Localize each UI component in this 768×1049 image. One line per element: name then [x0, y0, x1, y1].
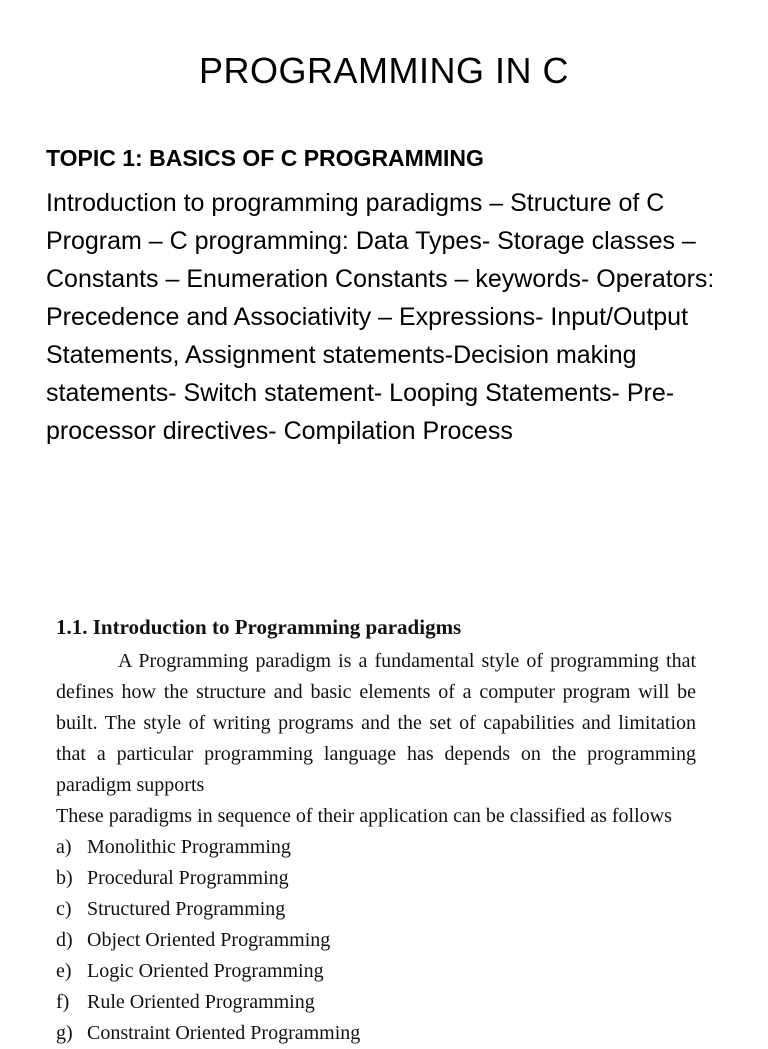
scanned-excerpt: [56, 612, 696, 1049]
list-item: [56, 956, 696, 987]
list-item: [56, 1018, 696, 1049]
list-marker: d): [56, 929, 73, 951]
list-item: [56, 987, 696, 1018]
list-marker: g): [56, 1022, 73, 1044]
list-marker: a): [56, 836, 72, 858]
list-item-text: Constraint Oriented Programming: [87, 1022, 361, 1044]
list-item-text: Logic Oriented Programming: [87, 960, 324, 982]
list-item-text: Monolithic Programming: [87, 836, 291, 858]
list-item-text: Object Oriented Programming: [87, 929, 331, 951]
list-item-text: Procedural Programming: [87, 867, 289, 889]
list-marker: f): [56, 991, 70, 1013]
section-intro-line: These paradigms in sequence of their application can be classified as follows: [56, 805, 672, 827]
list-item: [56, 894, 696, 925]
page-title: PROGRAMMING IN C: [198, 50, 569, 91]
section-paragraph: A Programming paradigm is a fundamental style of programming that defines how the structure and basic elements of a computer program will be built. The style of writing programs and the set of capabilities and limitation that a particular programming language has depends on the programming paradigm supports: [56, 650, 696, 796]
list-item-text: Structured Programming: [87, 898, 286, 920]
list-marker: b): [56, 867, 73, 889]
list-item: [56, 832, 696, 863]
topic-body: Introduction to programming paradigms – Structure of C Program – C programming: Data Types- Storage classes – Constants – Enumeration Constants – keywords- Operators: Precedence and Associativity – Expressions- Input/Output Statements, Assignment statements-Decision making statements- Switch statement- Looping Statements- Pre-processor directives- Compilation Process: [46, 189, 715, 445]
list-item: [56, 863, 696, 894]
paradigm-list: [56, 832, 696, 1049]
list-marker: c): [56, 898, 72, 920]
section-heading: 1.1. Introduction to Programming paradigms: [56, 615, 462, 639]
list-marker: e): [56, 960, 72, 982]
list-item-text: Rule Oriented Programming: [87, 991, 315, 1013]
list-item: [56, 925, 696, 956]
topic-heading: TOPIC 1: BASICS OF C PROGRAMMING: [46, 145, 484, 171]
